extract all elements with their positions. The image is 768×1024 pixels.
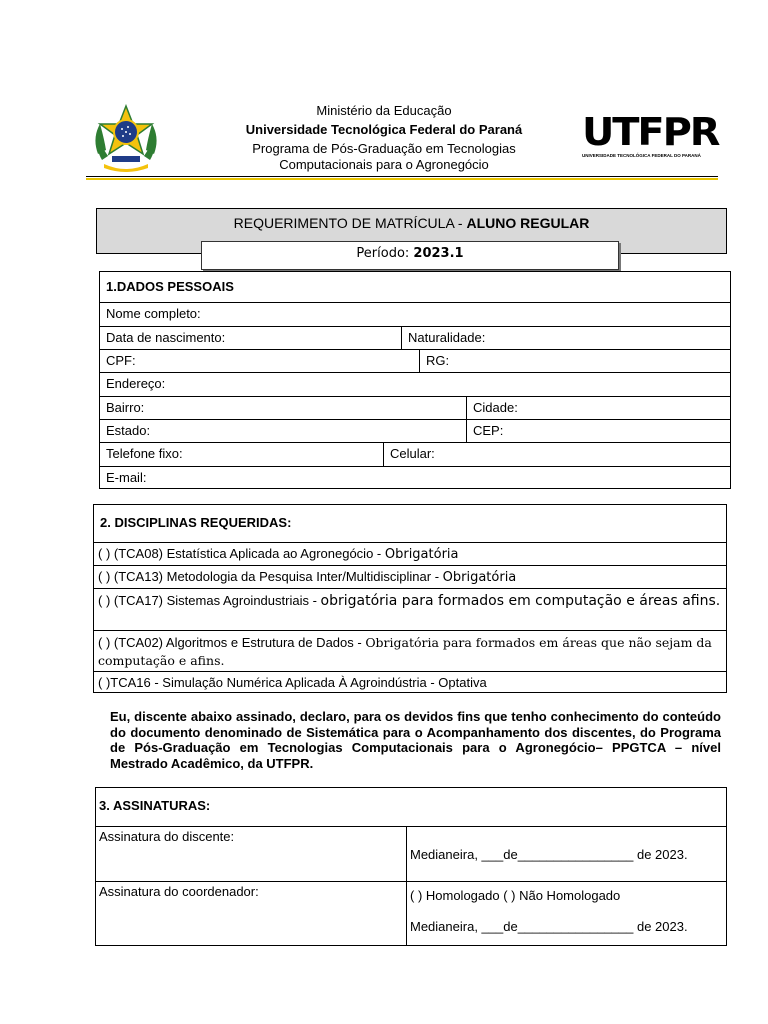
disciplina-item[interactable] xyxy=(94,588,726,630)
disciplina-tca17-text: ( ) (TCA17) Sistemas Agroindustriais - xyxy=(98,593,321,608)
telefone-label: Telefone fixo: xyxy=(106,446,183,461)
disciplina-tca13 xyxy=(94,566,516,588)
dados-pessoais-table xyxy=(99,271,731,489)
form-title-bold: ALUNO REGULAR xyxy=(466,215,590,231)
ministerio-line: Ministério da Educação xyxy=(316,103,452,118)
row-bairro[interactable] xyxy=(100,396,730,419)
celular-label: Celular: xyxy=(390,446,435,461)
dados-heading: 1.DADOS PESSOAIS xyxy=(106,279,234,294)
utfpr-logo-subtitle: UNIVERSIDADE TECNOLÓGICA FEDERAL DO PARANÁ xyxy=(582,153,701,158)
disciplina-item[interactable] xyxy=(94,565,726,588)
cpf-label: CPF: xyxy=(106,353,136,368)
assinatura-coordenador-label: Assinatura do coordenador: xyxy=(99,884,259,899)
email-label: E-mail: xyxy=(106,470,147,485)
disciplina-tca02-tag: Obrigatória para formados em áreas que não sejam da computação e afins. xyxy=(98,635,712,668)
row-cpf[interactable] xyxy=(100,349,730,372)
universidade-line: Universidade Tecnológica Federal do Paraná xyxy=(245,122,523,137)
utfpr-logo xyxy=(582,110,719,163)
row-estado[interactable] xyxy=(100,419,730,442)
row-nome[interactable] xyxy=(100,302,730,326)
disciplinas-heading: 2. DISCIPLINAS REQUERIDAS: xyxy=(100,515,292,530)
programa-line: Programa de Pós-Graduação em Tecnologias xyxy=(252,141,516,156)
row-email[interactable] xyxy=(100,466,730,489)
form-title-prefix: REQUERIMENTO DE MATRÍCULA - xyxy=(233,215,467,231)
periodo-label: Período: xyxy=(356,246,414,261)
nome-label: Nome completo: xyxy=(106,306,201,321)
disciplina-tca02-text: ( ) (TCA02) Algoritmos e Estrutura de Dados - xyxy=(98,635,366,650)
disciplina-tca17-tag: obrigatória para formados em computação e áreas afins. xyxy=(320,593,721,609)
disciplina-tca08 xyxy=(94,543,459,565)
cep-label: CEP: xyxy=(473,423,504,438)
disciplina-tca16: ( )TCA16 - Simulação Numérica Aplicada À Agroindústria - Optativa xyxy=(98,675,487,690)
assinaturas-table xyxy=(95,787,727,946)
endereco-label: Endereço: xyxy=(106,376,166,391)
disciplina-tca13-text: ( ) (TCA13) Metodologia da Pesquisa Inter/Multidisciplinar - xyxy=(98,569,443,584)
data-coordenador: Medianeira, ___de________________ de 2023. xyxy=(410,919,688,934)
disciplina-tca02 xyxy=(94,631,726,671)
row-endereco[interactable] xyxy=(100,372,730,396)
periodo-box xyxy=(201,241,619,270)
assinaturas-heading: 3. ASSINATURAS: xyxy=(99,798,211,813)
disciplina-item[interactable] xyxy=(94,542,726,565)
rg-label: RG: xyxy=(426,353,450,368)
disciplina-item[interactable] xyxy=(94,671,726,693)
homologacao-options[interactable]: ( ) Homologado ( ) Não Homologado xyxy=(410,888,621,903)
nascimento-label: Data de nascimento: xyxy=(106,330,226,345)
assinatura-discente-label: Assinatura do discente: xyxy=(99,829,235,844)
declaracao-text: Eu, discente abaixo assinado, declaro, para os devidos fins que tenho conhecimento do conteúdo do documento denominado de Sistemática para o Acompanhamento dos discentes, do Programa de Pós-Graduação em Tecnologias Computacionais para o Agronegócio– PPGTCA – nível Mestrado Acadêmico, da UTFPR. xyxy=(110,709,721,771)
programa-line-2: Computacionais para o Agronegócio xyxy=(279,157,489,172)
disciplinas-table xyxy=(93,504,727,693)
header-rule-yellow xyxy=(86,178,718,180)
utfpr-logo-text: UTFPR xyxy=(582,110,719,154)
row-telefone[interactable] xyxy=(100,442,730,466)
cidade-label: Cidade: xyxy=(473,400,518,415)
bairro-label: Bairro: xyxy=(106,400,145,415)
form-title xyxy=(96,215,727,231)
row-nascimento[interactable] xyxy=(100,326,730,349)
header-rule xyxy=(86,176,718,177)
disciplina-tca13-tag: Obrigatória xyxy=(442,570,517,585)
periodo-value: 2023.1 xyxy=(413,246,464,261)
estado-label: Estado: xyxy=(106,423,151,438)
data-discente: Medianeira, ___de________________ de 2023. xyxy=(410,847,688,862)
disciplina-tca08-text: ( ) (TCA08) Estatística Aplicada ao Agronegócio - xyxy=(98,546,385,561)
disciplina-item[interactable] xyxy=(94,630,726,671)
disciplina-tca17 xyxy=(94,589,726,630)
disciplina-tca08-tag: Obrigatória xyxy=(384,547,459,562)
naturalidade-label: Naturalidade: xyxy=(408,330,486,345)
